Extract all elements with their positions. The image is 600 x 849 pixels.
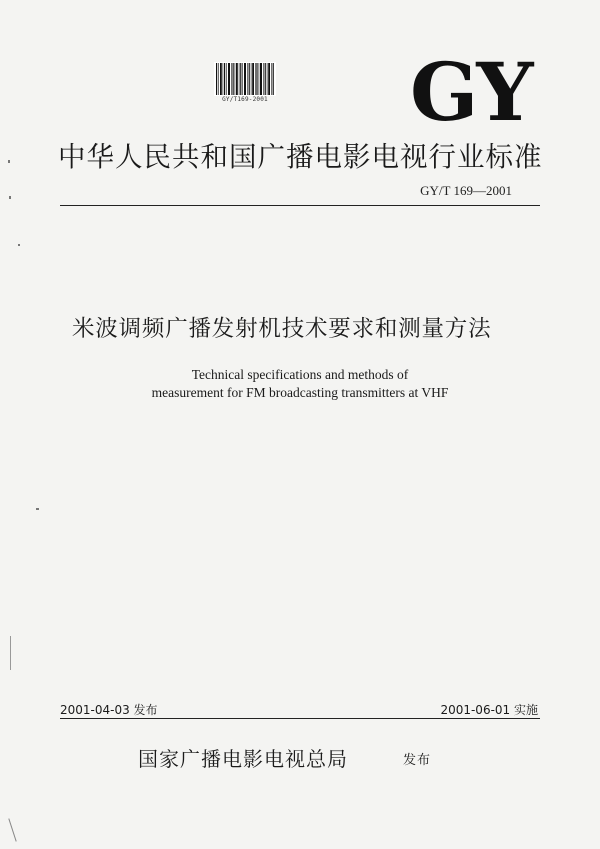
- document-title-chinese: 米波调频广播发射机技术要求和测量方法: [72, 316, 492, 342]
- barcode-number: GY/T169-2001: [222, 96, 268, 103]
- document-title-english: [100, 366, 500, 402]
- title-en-line2: measurement for FM broadcasting transmitters at VHF: [151, 385, 449, 400]
- standard-category-title: 中华人民共和国广播电影电视行业标准: [58, 141, 543, 173]
- scan-mark: [18, 244, 20, 246]
- footer-divider: [60, 718, 540, 719]
- standard-number: GY/T 169—2001: [420, 183, 512, 198]
- issuing-label: 发布: [403, 753, 432, 768]
- header-divider: [60, 205, 540, 206]
- scan-mark: [36, 508, 39, 510]
- scan-mark: [8, 160, 10, 163]
- issue-date: 2001-04-03 发布: [60, 703, 158, 717]
- scan-mark: [8, 818, 16, 841]
- issuing-authority: 国家广播电影电视总局: [138, 747, 348, 771]
- gy-logo: GY: [410, 45, 532, 139]
- scan-mark: [10, 636, 11, 670]
- implementation-date: 2001-06-01 实施: [440, 703, 538, 717]
- barcode: [214, 62, 276, 104]
- barcode-bars: [214, 62, 276, 96]
- scan-mark: [9, 196, 11, 199]
- title-en-line1: Technical specifications and methods of: [191, 367, 409, 382]
